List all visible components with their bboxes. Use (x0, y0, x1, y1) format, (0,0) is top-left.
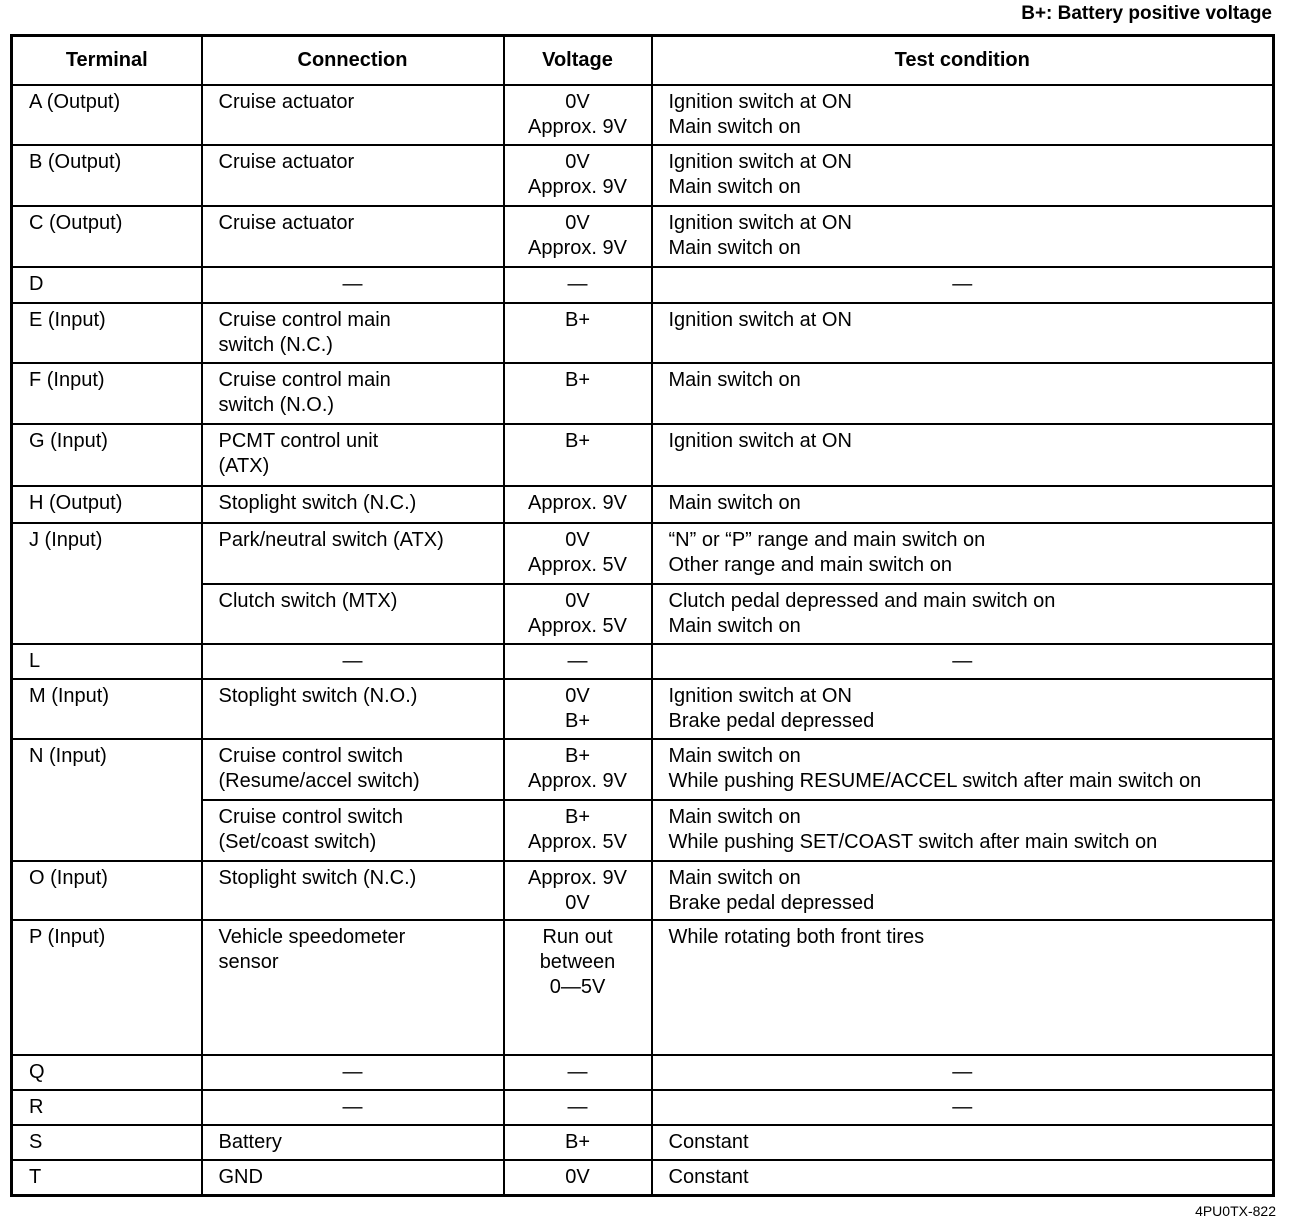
figure-code: 4PU0TX-822 (1195, 1203, 1276, 1219)
table-row (12, 206, 1274, 267)
connection-cell: — (202, 644, 504, 679)
test-condition-cell: Ignition switch at ON Main switch on (652, 206, 1274, 267)
table-row (12, 920, 1274, 1055)
connection-cell: Cruise actuator (202, 206, 504, 267)
test-condition-cell: — (652, 1055, 1274, 1090)
test-condition-cell: Ignition switch at ON Main switch on (652, 85, 1274, 145)
table-row (12, 1160, 1274, 1195)
voltage-cell: B+ (504, 363, 652, 424)
test-condition-cell: Ignition switch at ON Brake pedal depressed (652, 679, 1274, 739)
test-condition-cell: While rotating both front tires (652, 920, 1274, 1055)
test-condition-cell: — (652, 1090, 1274, 1125)
table-row (12, 1055, 1274, 1090)
table-row (12, 85, 1274, 145)
test-condition-cell: Main switch on (652, 363, 1274, 424)
voltage-cell: 0V Approx. 9V (504, 206, 652, 267)
terminal-cell: C (Output) (12, 206, 202, 267)
voltage-cell: — (504, 1055, 652, 1090)
table-row (12, 584, 1274, 644)
test-condition-cell: “N” or “P” range and main switch on Other range and main switch on (652, 523, 1274, 584)
header-row (12, 36, 1274, 86)
connection-cell: PCMT control unit (ATX) (202, 424, 504, 486)
connection-cell: Stoplight switch (N.C.) (202, 486, 504, 523)
voltage-cell: B+ (504, 303, 652, 363)
connection-cell: Stoplight switch (N.O.) (202, 679, 504, 739)
voltage-cell: — (504, 267, 652, 303)
test-condition-cell: Clutch pedal depressed and main switch on Main switch on (652, 584, 1274, 644)
header-connection: Connection (202, 36, 504, 86)
connection-cell: Cruise actuator (202, 85, 504, 145)
test-condition-cell: Main switch on While pushing SET/COAST switch after main switch on (652, 800, 1274, 861)
table-row (12, 267, 1274, 303)
terminal-cell: A (Output) (12, 85, 202, 145)
table-row (12, 523, 1274, 584)
terminal-cell: Q (12, 1055, 202, 1090)
table-row (12, 800, 1274, 861)
connection-cell: Clutch switch (MTX) (202, 584, 504, 644)
test-condition-cell: — (652, 644, 1274, 679)
voltage-cell: 0V Approx. 9V (504, 85, 652, 145)
terminal-cell: B (Output) (12, 145, 202, 206)
test-condition-cell: — (652, 267, 1274, 303)
table-body (12, 85, 1274, 1195)
test-condition-cell: Constant (652, 1125, 1274, 1160)
connection-cell: Park/neutral switch (ATX) (202, 523, 504, 584)
table-row (12, 644, 1274, 679)
connection-cell: Battery (202, 1125, 504, 1160)
voltage-cell: 0V Approx. 9V (504, 145, 652, 206)
connection-cell: Stoplight switch (N.C.) (202, 861, 504, 920)
table-row (12, 1090, 1274, 1125)
voltage-cell: B+ Approx. 9V (504, 739, 652, 800)
test-condition-cell: Main switch on While pushing RESUME/ACCEL switch after main switch on (652, 739, 1274, 800)
voltage-cell: 0V B+ (504, 679, 652, 739)
connection-cell: Cruise actuator (202, 145, 504, 206)
terminal-cell: O (Input) (12, 861, 202, 920)
table-row (12, 739, 1274, 800)
header-test-condition: Test condition (652, 36, 1274, 86)
voltage-cell: — (504, 644, 652, 679)
test-condition-cell: Ignition switch at ON (652, 303, 1274, 363)
table-row (12, 145, 1274, 206)
terminal-cell: J (Input) (12, 523, 202, 644)
voltage-cell: Run out between 0—5V (504, 920, 652, 1055)
terminal-cell: M (Input) (12, 679, 202, 739)
connection-cell: — (202, 1055, 504, 1090)
table-row (12, 363, 1274, 424)
terminal-cell: N (Input) (12, 739, 202, 861)
terminal-cell: T (12, 1160, 202, 1195)
table-row (12, 1125, 1274, 1160)
voltage-cell: Approx. 9V 0V (504, 861, 652, 920)
terminal-cell: L (12, 644, 202, 679)
terminal-voltage-table (10, 34, 1275, 1197)
test-condition-cell: Constant (652, 1160, 1274, 1195)
table-row (12, 861, 1274, 920)
test-condition-cell: Ignition switch at ON (652, 424, 1274, 486)
terminal-cell: D (12, 267, 202, 303)
test-condition-cell: Main switch on Brake pedal depressed (652, 861, 1274, 920)
test-condition-cell: Main switch on (652, 486, 1274, 523)
terminal-cell: R (12, 1090, 202, 1125)
table-row (12, 303, 1274, 363)
connection-cell: Cruise control main switch (N.C.) (202, 303, 504, 363)
connection-cell: Vehicle speedometer sensor (202, 920, 504, 1055)
connection-cell: GND (202, 1160, 504, 1195)
table-row (12, 424, 1274, 486)
header-voltage: Voltage (504, 36, 652, 86)
test-condition-cell: Ignition switch at ON Main switch on (652, 145, 1274, 206)
terminal-cell: G (Input) (12, 424, 202, 486)
connection-cell: — (202, 267, 504, 303)
voltage-cell: — (504, 1090, 652, 1125)
connection-cell: — (202, 1090, 504, 1125)
header-terminal: Terminal (12, 36, 202, 86)
terminal-cell: F (Input) (12, 363, 202, 424)
table-row (12, 486, 1274, 523)
connection-cell: Cruise control switch (Set/coast switch) (202, 800, 504, 861)
voltage-cell: B+ (504, 1125, 652, 1160)
terminal-cell: S (12, 1125, 202, 1160)
legend-note: B+: Battery positive voltage (1021, 3, 1272, 24)
terminal-cell: E (Input) (12, 303, 202, 363)
connection-cell: Cruise control main switch (N.O.) (202, 363, 504, 424)
voltage-cell: 0V (504, 1160, 652, 1195)
voltage-cell: 0V Approx. 5V (504, 523, 652, 584)
voltage-cell: B+ Approx. 5V (504, 800, 652, 861)
terminal-cell: H (Output) (12, 486, 202, 523)
voltage-cell: 0V Approx. 5V (504, 584, 652, 644)
voltage-cell: B+ (504, 424, 652, 486)
table-row (12, 679, 1274, 739)
connection-cell: Cruise control switch (Resume/accel switch) (202, 739, 504, 800)
voltage-cell: Approx. 9V (504, 486, 652, 523)
terminal-cell: P (Input) (12, 920, 202, 1055)
